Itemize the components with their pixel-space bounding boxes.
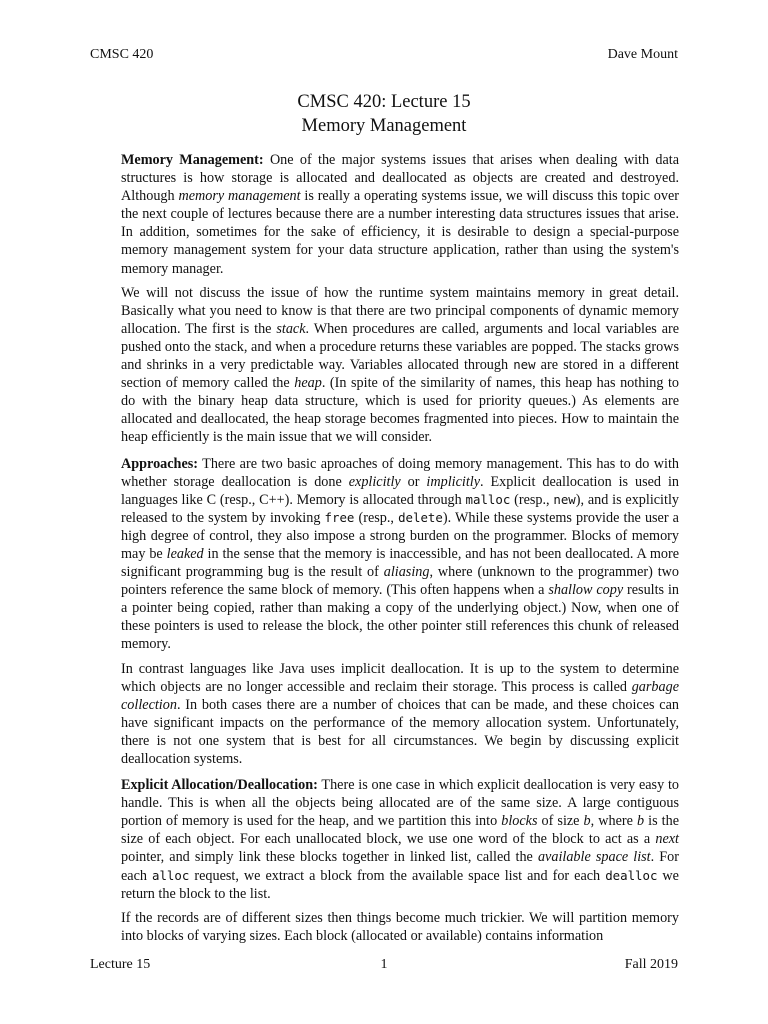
section-memory-management [90, 151, 679, 447]
body-text: request, we extract a block from the available space list and for each [189, 867, 606, 884]
emphasis-text: explicitly [348, 473, 401, 490]
emphasis-text: blocks [501, 813, 538, 830]
emphasis-text: shallow copy [548, 582, 624, 599]
emphasis-text: aliasing [383, 564, 430, 581]
header-course: CMSC 420 [90, 47, 154, 62]
section-approaches [90, 455, 679, 769]
body-text: (resp., [510, 491, 554, 508]
emphasis-text: garbage collection [121, 678, 679, 713]
body-text: There are two basic aproaches of doing memory management. This has to do with whether storage deallocation is done [121, 455, 679, 490]
body-text: results in a pointer being copied, rather than making a copy of the underlying object.) Now, when one of these pointers is used to release the block, the other pointer still references this chunk of released memory. [121, 582, 679, 653]
code-keyword: malloc [465, 491, 511, 507]
code-keyword: alloc [152, 867, 190, 883]
page-title [0, 90, 768, 138]
emphasis-text: b [583, 813, 591, 830]
body-text: . (In spite of the similarity of names, this heap has nothing to do with the binary heap data structure, which is used for priority queues.) As elements are allocated and deallocated, the heap storage becomes fragmented into pieces. How to maintain the heap efficiently is the main issue that we will consider. [121, 375, 679, 446]
code-keyword: delete [398, 509, 443, 525]
code-keyword: new [553, 491, 576, 507]
section-heading: Approaches: [121, 455, 198, 472]
body-text: pointer, and simply link these blocks together in linked list, called the [121, 849, 538, 866]
document-body [90, 151, 679, 945]
body-text: . In both cases there are a number of choices that can be made, and these choices can have significant impacts on the performance of the memory allocation system. Unfortunately, there is not one system that is best for all circumstances. We begin by discussing explicit deallocation systems. [121, 696, 679, 767]
emphasis-text: b [636, 813, 645, 830]
header-author: Dave Mount [607, 47, 678, 62]
body-text: ). While these systems provide the user a high degree of control, they also impose a strong burden on the programmer. Blocks of memory may be [121, 509, 679, 562]
paragraph [121, 284, 679, 447]
emphasis-text: stack [276, 320, 306, 337]
body-text: (resp., [354, 509, 399, 526]
body-text: of size [537, 813, 584, 830]
body-text: . Explicit deallocation is used in languages like C (resp., C++). Memory is allocated through [121, 473, 679, 508]
section-explicit-allocation [90, 776, 679, 945]
footer-lecture: Lecture 15 [90, 957, 151, 972]
emphasis-text: available space list [537, 849, 651, 866]
code-keyword: new [513, 357, 536, 373]
body-text: we return the block to the list. [121, 867, 679, 902]
emphasis-text: implicitly [426, 473, 481, 490]
paragraph [121, 455, 679, 654]
body-text: We will not discuss the issue of how the runtime system maintains memory in great detail. Basically what you need to know is that there are two principal components of dynamic memory allocation. The first is the [121, 284, 679, 337]
body-text: , where (unknown to the programmer) two pointers reference the same block of memory. (This often happens when a [121, 564, 680, 599]
emphasis-text: memory management [178, 188, 301, 205]
body-text: . For each [121, 849, 679, 884]
section-heading: Memory Management: [121, 152, 264, 168]
body-text: If the records are of different sizes then things become much trickier. We will partition memory into blocks of varying sizes. Each block (allocated or available) contains information [121, 909, 679, 944]
body-text: There is one case in which explicit deallocation is very easy to handle. This is when all the objects being allocated are of the same size. A large contiguous portion of memory is used for the heap, and we partition this into [121, 777, 679, 830]
paragraph [121, 909, 679, 945]
code-keyword: free [324, 509, 355, 525]
page-number: 1 [380, 957, 388, 972]
emphasis-text: leaked [166, 545, 204, 562]
paragraph [121, 776, 679, 903]
footer-term: Fall 2019 [624, 957, 678, 972]
body-text: . When procedures are called, arguments and local variables are pushed onto the stack, and when a procedure returns these variables are popped. The stacks grows and shrinks in a very predictable way. Variables allocated through [121, 320, 680, 374]
section-heading: Explicit Allocation/Deallocation: [121, 777, 318, 794]
emphasis-text: heap [294, 375, 322, 392]
body-text: are stored in a different section of memory called the [121, 357, 679, 392]
paragraph [121, 151, 679, 278]
emphasis-text: next [655, 831, 679, 848]
body-text: ), and is explicitly released to the system by invoking [121, 491, 679, 526]
body-text: is the size of each object. For each unallocated block, we use one word of the block to act as a [121, 813, 679, 848]
body-text: is really a operating systems issue, we will discuss this topic over the next couple of lectures because there are a number interesting data structures issues that arise. In addition, sometimes for the sake of efficiency, it is desirable to design a special-purpose memory management system for your data structure application, rather than using the system's memory manager. [121, 188, 679, 277]
paragraph [121, 660, 679, 769]
body-text: , where [590, 813, 637, 830]
body-text: or [400, 473, 427, 490]
title-line-2: Memory Management [301, 116, 467, 136]
title-line-1: CMSC 420: Lecture 15 [297, 92, 471, 112]
body-text: One of the major systems issues that arises when dealing with data structures is how storage is allocated and deallocated as objects are created and destroyed. Although [121, 152, 679, 205]
code-keyword: dealloc [605, 867, 658, 883]
body-text: In contrast languages like Java uses implicit deallocation. It is up to the system to determine which objects are no longer accessible and reclaim their storage. This process is called [121, 660, 679, 695]
body-text: in the sense that the memory is inaccessible, and has not been deallocated. A more significant programming bug is the result of [121, 545, 679, 581]
